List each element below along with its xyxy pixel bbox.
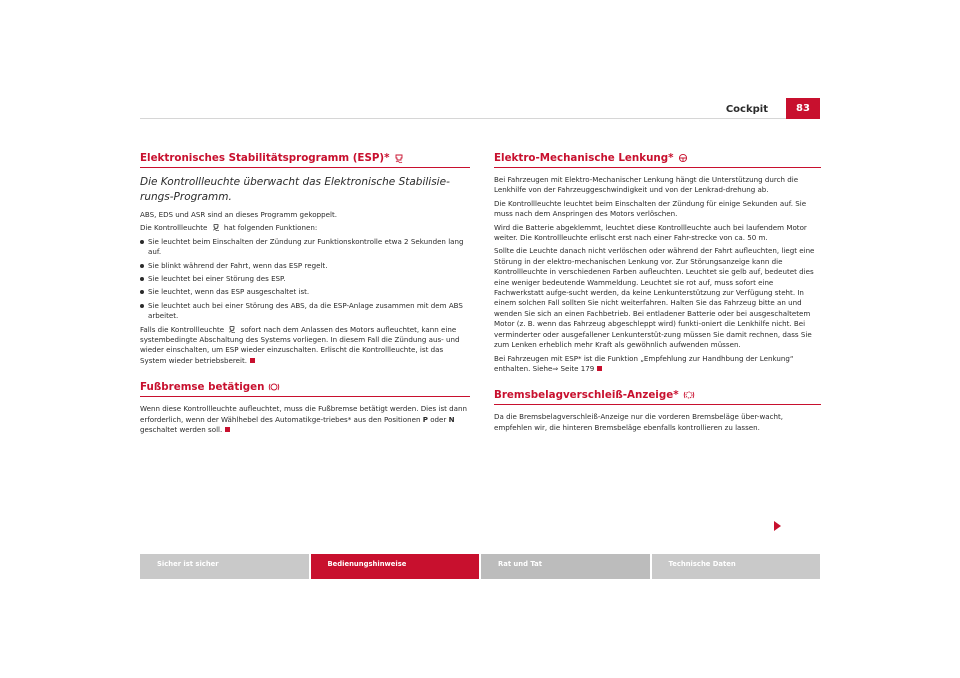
tab-technische-daten[interactable]: Technische Daten	[652, 554, 821, 579]
esp-paragraph-1: ABS, EDS und ASR sind an dieses Programm gekoppelt.	[140, 210, 337, 219]
brake-pad-section-title: Bremsbelagverschleiß-Anzeige*	[494, 389, 679, 402]
esp-paragraph-2	[140, 223, 470, 233]
steering-paragraph-1: Bei Fahrzeugen mit Elektro-Mechanischer Lenkung hängt die Unterstützung durch die Lenkhilfe von der Fahrzeuggeschwindigkeit und von der Lenkrad-drehung ab.	[494, 175, 799, 195]
footer-nav	[140, 554, 820, 579]
gear-position-n: N	[448, 414, 455, 424]
list-item: Sie leuchtet, wenn das ESP ausgeschaltet ist.	[140, 287, 470, 297]
section-end-mark	[597, 366, 602, 371]
page-reference-link[interactable]: Bei Fahrzeugen mit ESP* ist die Funktion „Empfehlung zur Handhbung der Lenkung“ enthalten. Siehe⇒ Seite 179	[494, 353, 794, 373]
esp-paragraph-2-start: Die Kontrollleuchte	[140, 223, 208, 233]
section-end-mark	[250, 358, 255, 363]
esp-paragraph-3-start: Falls die Kontrollleuchte	[140, 324, 225, 334]
esp-indicator-icon	[212, 223, 220, 231]
steering-section-heading	[494, 152, 821, 168]
list-item: Sie leuchtet auch bei einer Störung des ABS, da die ESP-Anlage zusammen mit dem ABS arbeitet.	[140, 301, 470, 322]
tab-rat-und-tat[interactable]: Rat und Tat	[481, 554, 650, 579]
list-item: Sie leuchtet bei einer Störung des ESP.	[140, 274, 470, 284]
right-column	[494, 152, 821, 436]
steering-paragraph-5	[494, 354, 821, 375]
page-section-title: Cockpit	[725, 104, 768, 115]
esp-warning-icon	[394, 153, 404, 163]
section-end-mark	[225, 427, 230, 432]
brake-pad-section-heading	[494, 389, 821, 405]
steering-paragraph-2: Die Kontrollleuchte leuchtet beim Einschalten der Zündung für einige Sekunden auf. Sie muss nach dem Anspringen des Motors verlöschen.	[494, 198, 807, 219]
esp-paragraph-3	[140, 325, 470, 367]
esp-paragraph-3-end: sofort nach dem Anlassen des Motors aufleuchtet, kann eine systembedingte Abschaltung des Systems vorliegen. In diesem Fall die Zündung aus- und wieder einschalten, um ESP wieder einzuschalten. Erlischt die Kontrollleuchte, ist das System wieder betriebsbereit.	[140, 324, 460, 365]
tab-bedienungshinweise[interactable]: Bedienungshinweise	[311, 554, 480, 579]
page-number: 83	[786, 98, 820, 119]
next-page-arrow-icon[interactable]	[774, 521, 781, 531]
brake-section-title: Fußbremse betätigen	[140, 381, 265, 394]
gear-position-p: P	[422, 414, 428, 424]
steering-paragraph-3: Wird die Batterie abgeklemmt, leuchtet diese Kontrollleuchte auch bei laufendem Motor weiter. Die Kontrollleuchte erlischt erst nach einer Fahr-strecke von ca. 50 m.	[494, 222, 807, 243]
left-column	[140, 152, 470, 439]
brake-pad-wear-icon	[683, 390, 695, 400]
brake-paragraph: Wenn diese Kontrollleuchte aufleuchtet, muss die Fußbremse betätigt werden. Dies ist dann erforderlich, wenn der Wählhebel des Automatikge-triebes* aus den Positionen P oder N geschaltet werden soll.	[140, 404, 468, 435]
steering-section-title: Elektro-Mechanische Lenkung*	[494, 152, 674, 164]
header-divider	[140, 118, 786, 119]
esp-indicator-icon	[228, 325, 236, 333]
esp-lead-text: Die Kontrollleuchte überwacht das Elektronische Stabilisie-rungs-Programm.	[140, 176, 450, 203]
esp-bullet-list	[140, 237, 470, 322]
esp-section-title: Elektronisches Stabilitätsprogramm (ESP)*	[140, 152, 390, 164]
steering-wheel-warning-icon	[678, 153, 688, 163]
brake-pad-paragraph: Da die Bremsbelagverschleiß-Anzeige nur die vorderen Bremsbeläge über-wacht, empfehlen wir, die hinteren Bremsbeläge ebenfalls kontrollieren zu lassen.	[494, 412, 784, 432]
esp-paragraph-2-end: hat folgenden Funktionen:	[223, 223, 318, 233]
tab-sicher-ist-sicher[interactable]: Sicher ist sicher	[140, 554, 309, 579]
foot-brake-icon	[268, 382, 280, 392]
steering-paragraph-4: Sollte die Leuchte danach nicht verlöschen oder während der Fahrt aufleuchten, liegt eine Störung in der elektro-mechanischen Lenkung vor. Zur Störungsanzeige kann die Kontrollleuchte in verschiedenen Farben aufleuchten. Leuchtet sie gelb auf, bedeutet dies eine weniger bedeutende Wammeldung. Leuchtet sie rot auf, muss sofort eine Fachwerkstatt aufge-sucht werden, da keine Lenkunterstützung zur Verfügung steht. In einem solchen Fall sollten Sie nicht weiterfahren. Halten Sie das Fahrzeug bitte an und wenden Sie sich an einen Fachbetrieb. Bei entladener Batterie oder bei ausgeschaltetem Motor (z. B. wenn das Fahrzeug abgeschleppt wird) funkti-oniert die Lenkhilfe nicht. Bei verminderter oder ausgefallener Lenkunterstüt-zung müssen Sie damit rechnen, dass Sie zum Lenken erheblich mehr Kraft als gewöhnlich aufwenden müssen.	[494, 246, 815, 350]
brake-section-heading	[140, 381, 470, 397]
list-item: Sie leuchtet beim Einschalten der Zündung zur Funktionskontrolle etwa 2 Sekunden lang auf.	[140, 237, 470, 258]
esp-section-heading	[140, 152, 470, 168]
list-item: Sie blinkt während der Fahrt, wenn das ESP regelt.	[140, 261, 470, 271]
